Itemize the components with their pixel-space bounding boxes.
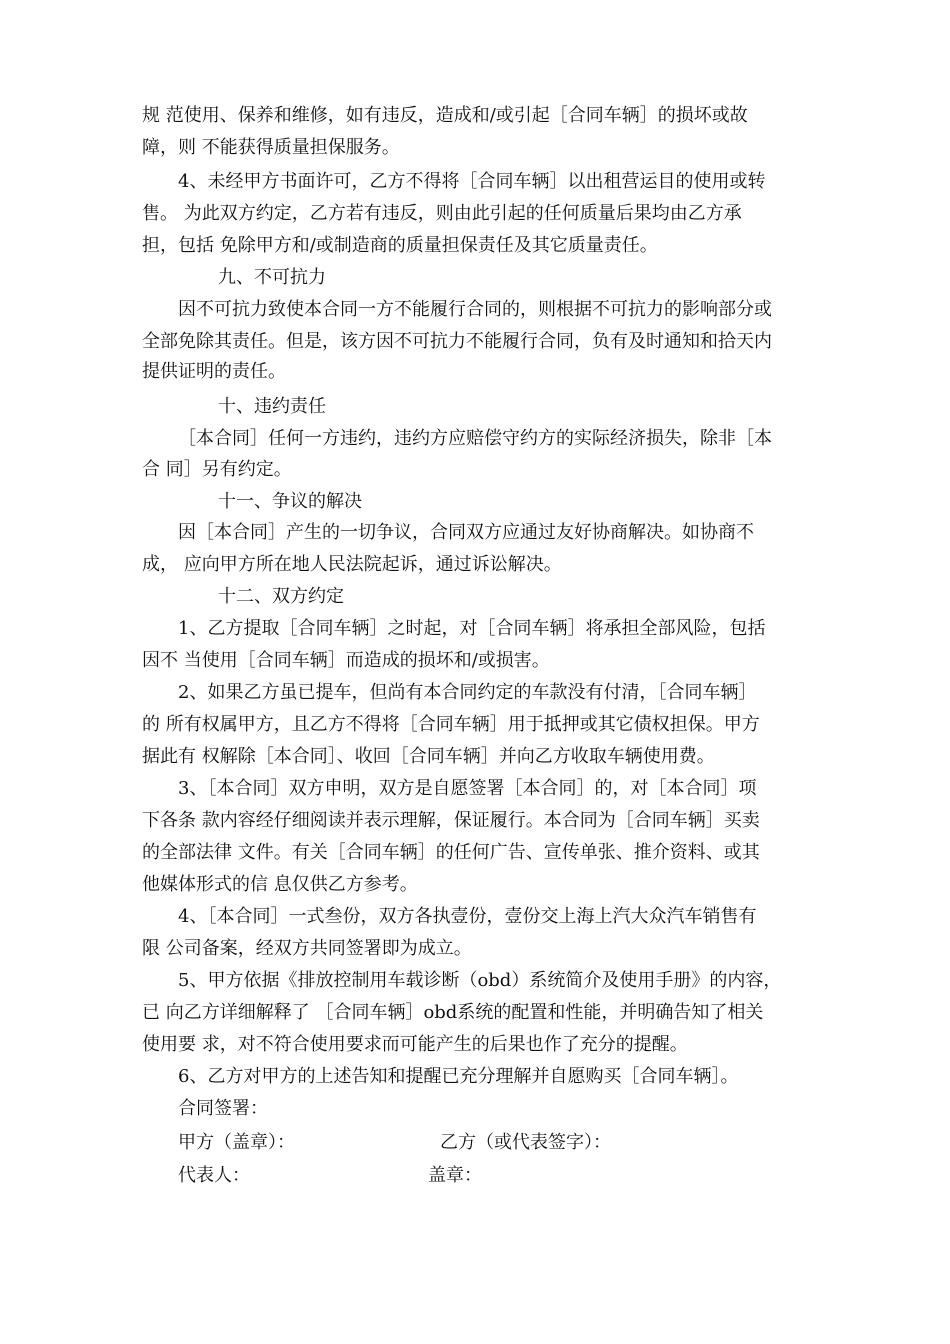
clause-line: 4、［本合同］一式叁份，双方各执壹份，壹份交上海上汽大众汽车销售有 — [178, 906, 757, 927]
text-line: 下各条 款内容经仔细阅读并表示理解，保证履行。本合同为［合同车辆］买卖 — [142, 810, 760, 831]
clause-line: 6、乙方对甲方的上述告知和提醒已充分理解并自愿购买［合同车辆］。 — [178, 1066, 739, 1087]
section-heading-9: 九、不可抗力 — [218, 267, 326, 288]
text-line: 使用要 求，对不符合使用要求而可能产生的后果也作了充分的提醒。 — [142, 1034, 688, 1055]
clause-line: 4、未经甲方书面许可，乙方不得将［合同车辆］以出租营运目的使用或转 — [178, 171, 766, 192]
section-heading-11: 十一、争议的解决 — [218, 491, 362, 512]
text-line: 因不 当使用［合同车辆］而造成的损坏和/或损害。 — [142, 650, 550, 671]
text-line: 提供证明的责任。 — [142, 361, 286, 382]
section-heading-12: 十二、双方约定 — [218, 586, 344, 607]
text-line: 因不可抗力致使本合同一方不能履行合同的，则根据不可抗力的影响部分或 — [178, 299, 772, 320]
party-a-label: 甲方（盖章）： — [178, 1132, 295, 1153]
text-line: 规 范使用、保养和维修，如有违反，造成和/或引起［合同车辆］的损坏或故 — [142, 105, 748, 126]
text-line: 全部免除其责任。但是，该方因不可抗力不能履行合同，负有及时通知和拾天内 — [142, 331, 772, 352]
clause-line: 5、甲方依据《排放控制用车载诊断（obd）系统简介及使用手册》的内容， — [178, 970, 782, 991]
clause-line: 3、［本合同］双方申明，双方是自愿签署［本合同］的，对［本合同］项 — [178, 778, 757, 799]
text-line: 他媒体形式的信 息仅供乙方参考。 — [142, 874, 418, 895]
text-line: 障，则 不能获得质量担保服务。 — [142, 137, 400, 158]
text-line: 据此有 权解除［本合同］、收回［合同车辆］并向乙方收取车辆使用费。 — [142, 746, 715, 767]
clause-line: 2、如果乙方虽已提车，但尚有本合同约定的车款没有付清，［合同车辆］ — [178, 682, 757, 703]
party-b-label: 乙方（或代表签字）： — [440, 1132, 611, 1153]
text-line: 限 公司备案，经双方共同签署即为成立。 — [142, 938, 472, 959]
clause-line: 1、乙方提取［合同车辆］之时起，对［合同车辆］将承担全部风险，包括 — [178, 618, 766, 639]
text-line: ［本合同］任何一方违约，违约方应赔偿守约方的实际经济损失，除非［本 — [178, 428, 772, 449]
text-line: 成， 应向甲方所在地人民法院起诉，通过诉讼解决。 — [142, 554, 562, 575]
seal-label: 盖章： — [428, 1165, 482, 1186]
text-line: 的全部法律 文件。有关［合同车辆］的任何广告、宣传单张、推介资料、或其 — [142, 842, 760, 863]
text-line: 的 所有权属甲方，且乙方不得将［合同车辆］用于抵押或其它债权担保。甲方 — [142, 714, 760, 735]
text-line: 合 同］另有约定。 — [142, 459, 292, 480]
text-line: 售。 为此双方约定，乙方若有违反，则由此引起的任何质量后果均由乙方承 — [142, 203, 742, 224]
text-line: 因［本合同］产生的一切争议，合同双方应通过友好协商解决。如协商不 — [178, 522, 754, 543]
text-line: 已 向乙方详细解释了 ［合同车辆］obd系统的配置和性能，并明确告知了相关 — [142, 1002, 764, 1023]
signature-heading: 合同签署： — [178, 1098, 268, 1119]
section-heading-10: 十、违约责任 — [218, 396, 326, 417]
representative-label: 代表人： — [178, 1165, 250, 1186]
text-line: 担，包括 免除甲方和/或制造商的质量担保责任及其它质量责任。 — [142, 235, 658, 256]
